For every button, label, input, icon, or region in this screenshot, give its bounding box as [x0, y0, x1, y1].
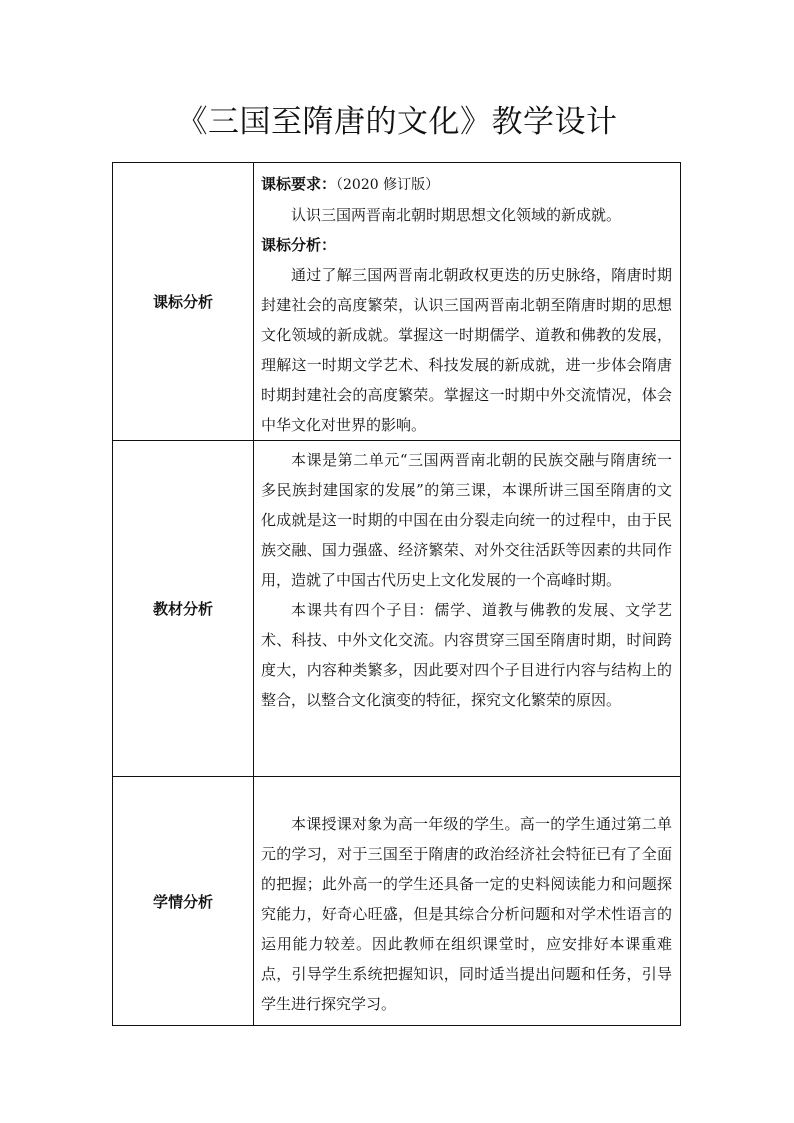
curriculum-requirement-heading: 课标要求：	[261, 175, 337, 193]
table-row-textbook-analysis	[113, 441, 681, 777]
curriculum-requirement-heading-line	[261, 169, 672, 200]
curriculum-edition-note: （2020 修订版）	[336, 177, 440, 193]
row-label-curriculum-analysis: 课标分析	[113, 163, 254, 441]
textbook-analysis-paragraph-1: 本课是第二单元“三国两晋南北朝的民族交融与隋唐统一多民族封建国家的发展”的第三课，本课所讲三国至隋唐的文化成就是这一时期的中国在由分裂走向统一的过程中，由于民族交融、国力强盛、经济繁荣、对外交往活跃等因素的共同作用，造就了中国古代历史上文化发展的一个高峰时期。	[261, 451, 672, 589]
row-label-student-analysis: 学情分析	[113, 777, 254, 1026]
table-row-student-analysis	[113, 777, 681, 1026]
student-analysis-content	[254, 777, 681, 1026]
curriculum-requirement-text: 认识三国两晋南北朝时期思想文化领域的新成就。	[291, 206, 622, 224]
textbook-analysis-content	[254, 441, 681, 777]
curriculum-analysis-text: 通过了解三国两晋南北朝政权更迭的历史脉络，隋唐时期封建社会的高度繁荣，认识三国两晋南北朝至隋唐时期的思想文化领域的新成就。掌握这一时期儒学、道教和佛教的发展，理解这一时期文学艺术、科技发展的新成就，进一步体会隋唐时期封建社会的高度繁荣。掌握这一时期中外交流情况，体会中华文化对世界的影响。	[261, 266, 672, 434]
row-label-textbook-analysis: 教材分析	[113, 441, 254, 777]
table-row-curriculum-analysis	[113, 163, 681, 441]
document-title: 《三国至隋唐的文化》教学设计	[176, 104, 618, 140]
student-analysis-paragraph: 本课授课对象为高一年级的学生。高一的学生通过第二单元的学习，对于三国至于隋唐的政治经济社会特征已有了全面的把握；此外高一的学生还具备一定的史料阅读能力和问题探究能力，好奇心旺盛，但是其综合分析问题和对学术性语言的运用能力较差。因此教师在组织课堂时，应安排好本课重难点，引导学生系统把握知识，同时适当提出问题和任务，引导学生进行探究学习。	[261, 815, 672, 1013]
teaching-design-table	[112, 162, 681, 1026]
curriculum-analysis-content	[254, 163, 681, 441]
textbook-analysis-paragraph-2: 本课共有四个子目：儒学、道教与佛教的发展、文学艺术、科技、中外文化交流。内容贯穿三国至隋唐时期，时间跨度大，内容种类繁多，因此要对四个子目进行内容与结构上的整合，以整合文化演变的特征，探究文化繁荣的原因。	[261, 601, 672, 709]
curriculum-analysis-heading: 课标分析：	[261, 236, 337, 254]
